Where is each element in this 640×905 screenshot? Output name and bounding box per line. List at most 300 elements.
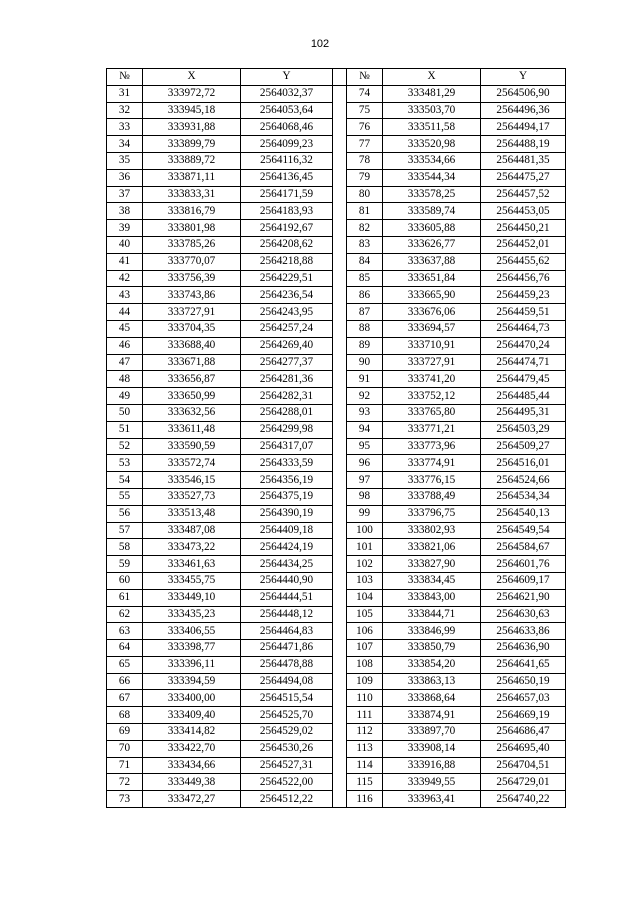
table-row (107, 169, 566, 186)
table-row (107, 136, 566, 153)
header-y-right: Y (481, 69, 566, 86)
x-coordinate: 333773,96 (383, 438, 481, 455)
column-gap (333, 606, 347, 623)
x-coordinate: 333770,07 (143, 253, 241, 270)
point-number: 61 (107, 589, 143, 606)
y-coordinate: 2564375,19 (241, 488, 333, 505)
x-coordinate: 333589,74 (383, 203, 481, 220)
y-coordinate: 2564208,62 (241, 236, 333, 253)
y-coordinate: 2564601,76 (481, 556, 566, 573)
y-coordinate: 2564053,64 (241, 102, 333, 119)
column-gap (333, 253, 347, 270)
y-coordinate: 2564621,90 (481, 589, 566, 606)
y-coordinate: 2564269,40 (241, 337, 333, 354)
y-coordinate: 2564099,23 (241, 136, 333, 153)
x-coordinate: 333546,15 (143, 472, 241, 489)
y-coordinate: 2564390,19 (241, 505, 333, 522)
y-coordinate: 2564495,31 (481, 404, 566, 421)
column-gap (333, 455, 347, 472)
y-coordinate: 2564515,54 (241, 690, 333, 707)
x-coordinate: 333916,88 (383, 757, 481, 774)
table-row (107, 270, 566, 287)
point-number: 35 (107, 152, 143, 169)
column-gap (333, 421, 347, 438)
column-gap (333, 119, 347, 136)
point-number: 36 (107, 169, 143, 186)
y-coordinate: 2564452,01 (481, 236, 566, 253)
point-number: 87 (347, 304, 383, 321)
x-coordinate: 333796,75 (383, 505, 481, 522)
y-coordinate: 2564456,76 (481, 270, 566, 287)
column-gap (333, 203, 347, 220)
x-coordinate: 333422,70 (143, 740, 241, 757)
point-number: 65 (107, 656, 143, 673)
point-number: 115 (347, 774, 383, 791)
x-coordinate: 333590,59 (143, 438, 241, 455)
point-number: 58 (107, 539, 143, 556)
table-row (107, 253, 566, 270)
y-coordinate: 2564584,67 (481, 539, 566, 556)
point-number: 110 (347, 690, 383, 707)
x-coordinate: 333899,79 (143, 136, 241, 153)
table-row (107, 673, 566, 690)
point-number: 70 (107, 740, 143, 757)
point-number: 42 (107, 270, 143, 287)
column-gap (333, 740, 347, 757)
y-coordinate: 2564464,73 (481, 320, 566, 337)
y-coordinate: 2564630,63 (481, 606, 566, 623)
point-number: 93 (347, 404, 383, 421)
column-gap (333, 136, 347, 153)
column-gap (333, 572, 347, 589)
header-y-left: Y (241, 69, 333, 86)
y-coordinate: 2564636,90 (481, 640, 566, 657)
table-row (107, 320, 566, 337)
x-coordinate: 333527,73 (143, 488, 241, 505)
y-coordinate: 2564695,40 (481, 740, 566, 757)
table-row (107, 690, 566, 707)
x-coordinate: 333396,11 (143, 656, 241, 673)
x-coordinate: 333802,93 (383, 522, 481, 539)
x-coordinate: 333821,06 (383, 539, 481, 556)
table-row (107, 757, 566, 774)
y-coordinate: 2564527,31 (241, 757, 333, 774)
x-coordinate: 333406,55 (143, 623, 241, 640)
point-number: 77 (347, 136, 383, 153)
header-num-left: № (107, 69, 143, 86)
point-number: 106 (347, 623, 383, 640)
y-coordinate: 2564516,01 (481, 455, 566, 472)
y-coordinate: 2564530,26 (241, 740, 333, 757)
column-gap (333, 287, 347, 304)
x-coordinate: 333688,40 (143, 337, 241, 354)
header-x-right: X (383, 69, 481, 86)
x-coordinate: 333788,49 (383, 488, 481, 505)
x-coordinate: 333785,26 (143, 236, 241, 253)
x-coordinate: 333455,75 (143, 572, 241, 589)
point-number: 108 (347, 656, 383, 673)
x-coordinate: 333816,79 (143, 203, 241, 220)
y-coordinate: 2564471,86 (241, 640, 333, 657)
y-coordinate: 2564475,27 (481, 169, 566, 186)
y-coordinate: 2564440,90 (241, 572, 333, 589)
column-gap (333, 522, 347, 539)
point-number: 59 (107, 556, 143, 573)
point-number: 64 (107, 640, 143, 657)
point-number: 85 (347, 270, 383, 287)
y-coordinate: 2564068,46 (241, 119, 333, 136)
table-row (107, 572, 566, 589)
point-number: 101 (347, 539, 383, 556)
table-row (107, 220, 566, 237)
table-row (107, 623, 566, 640)
table-row (107, 791, 566, 808)
point-number: 48 (107, 371, 143, 388)
point-number: 50 (107, 404, 143, 421)
y-coordinate: 2564540,13 (481, 505, 566, 522)
y-coordinate: 2564448,12 (241, 606, 333, 623)
x-coordinate: 333776,15 (383, 472, 481, 489)
y-coordinate: 2564740,22 (481, 791, 566, 808)
point-number: 76 (347, 119, 383, 136)
x-coordinate: 333945,18 (143, 102, 241, 119)
y-coordinate: 2564444,51 (241, 589, 333, 606)
point-number: 54 (107, 472, 143, 489)
x-coordinate: 333520,98 (383, 136, 481, 153)
x-coordinate: 333656,87 (143, 371, 241, 388)
column-gap (333, 539, 347, 556)
point-number: 57 (107, 522, 143, 539)
table-row (107, 236, 566, 253)
y-coordinate: 2564459,23 (481, 287, 566, 304)
column-gap (333, 186, 347, 203)
x-coordinate: 333651,84 (383, 270, 481, 287)
table-row (107, 388, 566, 405)
table-header (107, 69, 566, 86)
x-coordinate: 333513,48 (143, 505, 241, 522)
y-coordinate: 2564333,59 (241, 455, 333, 472)
y-coordinate: 2564481,35 (481, 152, 566, 169)
x-coordinate: 333481,29 (383, 85, 481, 102)
x-coordinate: 333741,20 (383, 371, 481, 388)
table-row (107, 656, 566, 673)
table-row (107, 724, 566, 741)
x-coordinate: 333694,57 (383, 320, 481, 337)
y-coordinate: 2564650,19 (481, 673, 566, 690)
column-gap (333, 488, 347, 505)
y-coordinate: 2564317,07 (241, 438, 333, 455)
table-row (107, 589, 566, 606)
x-coordinate: 333949,55 (383, 774, 481, 791)
point-number: 46 (107, 337, 143, 354)
y-coordinate: 2564424,19 (241, 539, 333, 556)
y-coordinate: 2564485,44 (481, 388, 566, 405)
page-number: 102 (310, 38, 330, 50)
point-number: 69 (107, 724, 143, 741)
x-coordinate: 333931,88 (143, 119, 241, 136)
x-coordinate: 333449,10 (143, 589, 241, 606)
point-number: 55 (107, 488, 143, 505)
y-coordinate: 2564494,08 (241, 673, 333, 690)
point-number: 51 (107, 421, 143, 438)
x-coordinate: 333544,34 (383, 169, 481, 186)
table-row (107, 102, 566, 119)
y-coordinate: 2564257,24 (241, 320, 333, 337)
y-coordinate: 2564299,98 (241, 421, 333, 438)
column-gap (333, 707, 347, 724)
column-gap (333, 102, 347, 119)
point-number: 107 (347, 640, 383, 657)
point-number: 72 (107, 774, 143, 791)
point-number: 43 (107, 287, 143, 304)
point-number: 62 (107, 606, 143, 623)
y-coordinate: 2564494,17 (481, 119, 566, 136)
table-row (107, 707, 566, 724)
y-coordinate: 2564525,70 (241, 707, 333, 724)
point-number: 81 (347, 203, 383, 220)
point-number: 32 (107, 102, 143, 119)
x-coordinate: 333752,12 (383, 388, 481, 405)
y-coordinate: 2564549,54 (481, 522, 566, 539)
point-number: 38 (107, 203, 143, 220)
x-coordinate: 333511,58 (383, 119, 481, 136)
y-coordinate: 2564506,90 (481, 85, 566, 102)
point-number: 89 (347, 337, 383, 354)
x-coordinate: 333398,77 (143, 640, 241, 657)
point-number: 74 (347, 85, 383, 102)
point-number: 37 (107, 186, 143, 203)
x-coordinate: 333626,77 (383, 236, 481, 253)
x-coordinate: 333534,66 (383, 152, 481, 169)
table-row (107, 606, 566, 623)
y-coordinate: 2564503,29 (481, 421, 566, 438)
column-gap (333, 774, 347, 791)
column-gap (333, 388, 347, 405)
x-coordinate: 333874,91 (383, 707, 481, 724)
y-coordinate: 2564356,19 (241, 472, 333, 489)
column-gap (333, 556, 347, 573)
point-number: 78 (347, 152, 383, 169)
x-coordinate: 333449,38 (143, 774, 241, 791)
x-coordinate: 333756,39 (143, 270, 241, 287)
table-row (107, 203, 566, 220)
point-number: 96 (347, 455, 383, 472)
point-number: 49 (107, 388, 143, 405)
column-gap (333, 673, 347, 690)
point-number: 84 (347, 253, 383, 270)
column-gap (333, 757, 347, 774)
x-coordinate: 333578,25 (383, 186, 481, 203)
column-gap (333, 152, 347, 169)
y-coordinate: 2564450,21 (481, 220, 566, 237)
column-gap (333, 656, 347, 673)
point-number: 113 (347, 740, 383, 757)
x-coordinate: 333801,98 (143, 220, 241, 237)
x-coordinate: 333409,40 (143, 707, 241, 724)
x-coordinate: 333472,27 (143, 791, 241, 808)
y-coordinate: 2564479,45 (481, 371, 566, 388)
x-coordinate: 333605,88 (383, 220, 481, 237)
y-coordinate: 2564281,36 (241, 371, 333, 388)
column-gap (333, 320, 347, 337)
y-coordinate: 2564455,62 (481, 253, 566, 270)
x-coordinate: 333889,72 (143, 152, 241, 169)
x-coordinate: 333897,70 (383, 724, 481, 741)
table-row (107, 522, 566, 539)
column-gap (333, 724, 347, 741)
table-row (107, 539, 566, 556)
table-row (107, 404, 566, 421)
point-number: 56 (107, 505, 143, 522)
point-number: 47 (107, 354, 143, 371)
y-coordinate: 2564192,67 (241, 220, 333, 237)
table-row (107, 371, 566, 388)
x-coordinate: 333843,00 (383, 589, 481, 606)
x-coordinate: 333844,71 (383, 606, 481, 623)
column-gap (333, 220, 347, 237)
header-num-right: № (347, 69, 383, 86)
table-row (107, 774, 566, 791)
point-number: 83 (347, 236, 383, 253)
column-gap (333, 85, 347, 102)
x-coordinate: 333650,99 (143, 388, 241, 405)
y-coordinate: 2564116,32 (241, 152, 333, 169)
x-coordinate: 333487,08 (143, 522, 241, 539)
y-coordinate: 2564236,54 (241, 287, 333, 304)
y-coordinate: 2564512,22 (241, 791, 333, 808)
table-row (107, 740, 566, 757)
point-number: 91 (347, 371, 383, 388)
x-coordinate: 333827,90 (383, 556, 481, 573)
x-coordinate: 333863,13 (383, 673, 481, 690)
table-row (107, 505, 566, 522)
column-gap (333, 337, 347, 354)
point-number: 39 (107, 220, 143, 237)
column-gap (333, 472, 347, 489)
point-number: 41 (107, 253, 143, 270)
y-coordinate: 2564496,36 (481, 102, 566, 119)
y-coordinate: 2564669,19 (481, 707, 566, 724)
x-coordinate: 333434,66 (143, 757, 241, 774)
x-coordinate: 333611,48 (143, 421, 241, 438)
table-row (107, 152, 566, 169)
y-coordinate: 2564218,88 (241, 253, 333, 270)
y-coordinate: 2564434,25 (241, 556, 333, 573)
y-coordinate: 2564641,65 (481, 656, 566, 673)
table-row (107, 438, 566, 455)
table-row (107, 119, 566, 136)
table-row (107, 556, 566, 573)
x-coordinate: 333665,90 (383, 287, 481, 304)
x-coordinate: 333833,31 (143, 186, 241, 203)
column-gap (333, 623, 347, 640)
y-coordinate: 2564136,45 (241, 169, 333, 186)
x-coordinate: 333503,70 (383, 102, 481, 119)
point-number: 60 (107, 572, 143, 589)
table-row (107, 287, 566, 304)
column-gap (333, 640, 347, 657)
point-number: 104 (347, 589, 383, 606)
y-coordinate: 2564488,19 (481, 136, 566, 153)
point-number: 102 (347, 556, 383, 573)
x-coordinate: 333414,82 (143, 724, 241, 741)
y-coordinate: 2564288,01 (241, 404, 333, 421)
y-coordinate: 2564509,27 (481, 438, 566, 455)
point-number: 111 (347, 707, 383, 724)
x-coordinate: 333850,79 (383, 640, 481, 657)
column-gap (333, 236, 347, 253)
point-number: 33 (107, 119, 143, 136)
column-gap (333, 589, 347, 606)
point-number: 116 (347, 791, 383, 808)
x-coordinate: 333771,21 (383, 421, 481, 438)
point-number: 99 (347, 505, 383, 522)
point-number: 98 (347, 488, 383, 505)
table-row (107, 421, 566, 438)
point-number: 45 (107, 320, 143, 337)
point-number: 63 (107, 623, 143, 640)
point-number: 71 (107, 757, 143, 774)
x-coordinate: 333743,86 (143, 287, 241, 304)
y-coordinate: 2564457,52 (481, 186, 566, 203)
point-number: 103 (347, 572, 383, 589)
header-x-left: X (143, 69, 241, 86)
x-coordinate: 333963,41 (383, 791, 481, 808)
y-coordinate: 2564243,95 (241, 304, 333, 321)
table-row (107, 455, 566, 472)
column-gap (333, 505, 347, 522)
table-row (107, 186, 566, 203)
point-number: 52 (107, 438, 143, 455)
point-number: 68 (107, 707, 143, 724)
y-coordinate: 2564534,34 (481, 488, 566, 505)
point-number: 114 (347, 757, 383, 774)
x-coordinate: 333394,59 (143, 673, 241, 690)
y-coordinate: 2564522,00 (241, 774, 333, 791)
x-coordinate: 333846,99 (383, 623, 481, 640)
point-number: 97 (347, 472, 383, 489)
point-number: 82 (347, 220, 383, 237)
table-body (107, 85, 566, 807)
point-number: 67 (107, 690, 143, 707)
y-coordinate: 2564171,59 (241, 186, 333, 203)
point-number: 94 (347, 421, 383, 438)
table-row (107, 85, 566, 102)
x-coordinate: 333774,91 (383, 455, 481, 472)
point-number: 95 (347, 438, 383, 455)
column-gap (333, 404, 347, 421)
y-coordinate: 2564478,88 (241, 656, 333, 673)
y-coordinate: 2564657,03 (481, 690, 566, 707)
x-coordinate: 333400,00 (143, 690, 241, 707)
x-coordinate: 333637,88 (383, 253, 481, 270)
y-coordinate: 2564474,71 (481, 354, 566, 371)
x-coordinate: 333572,74 (143, 455, 241, 472)
x-coordinate: 333972,72 (143, 85, 241, 102)
point-number: 34 (107, 136, 143, 153)
x-coordinate: 333704,35 (143, 320, 241, 337)
column-gap (333, 304, 347, 321)
y-coordinate: 2564470,24 (481, 337, 566, 354)
x-coordinate: 333868,64 (383, 690, 481, 707)
table-row (107, 354, 566, 371)
x-coordinate: 333461,63 (143, 556, 241, 573)
point-number: 105 (347, 606, 383, 623)
x-coordinate: 333671,88 (143, 354, 241, 371)
table-row (107, 304, 566, 321)
point-number: 92 (347, 388, 383, 405)
point-number: 73 (107, 791, 143, 808)
